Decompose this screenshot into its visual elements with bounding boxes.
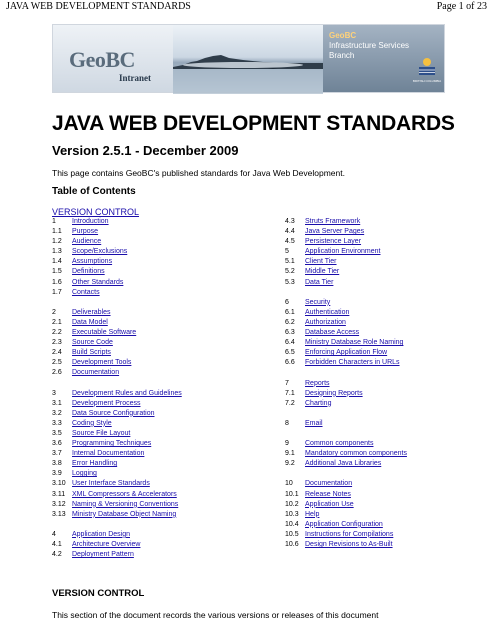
toc-entry-link[interactable]: Designing Reports	[305, 389, 363, 397]
toc-entry-number: 7.1	[285, 389, 295, 397]
toc-entry-link[interactable]: Reports	[305, 379, 330, 387]
toc-entry	[285, 520, 407, 530]
toc-entry-link[interactable]: Documentation	[72, 369, 120, 377]
branch-line1: Infrastructure Services	[329, 41, 410, 50]
toc-entry-number: 4.5	[285, 238, 295, 246]
branch-panel	[323, 25, 444, 92]
toc-entry-link[interactable]: Data Model	[72, 318, 108, 326]
toc-entry-link[interactable]: User Interface Standards	[72, 480, 150, 488]
branch-geo: Geo	[329, 31, 345, 40]
toc-entry-link[interactable]: Instructions for Compilations	[305, 530, 394, 538]
toc-entry-link[interactable]: Introduction	[72, 218, 109, 225]
toc-entry	[52, 500, 182, 510]
toc-entry-link[interactable]: Authentication	[305, 308, 350, 316]
toc-entry-number: 10.1	[285, 490, 299, 498]
toc-spacer	[285, 288, 407, 298]
bc-crest-icon	[412, 55, 442, 85]
toc-entry-link[interactable]: Definitions	[72, 268, 105, 276]
toc-entry-link[interactable]: Deployment Pattern	[72, 551, 134, 559]
toc-entry	[52, 257, 182, 267]
toc-entry-link[interactable]: Persistence Layer	[305, 238, 362, 246]
toc-entry-number: 2.6	[52, 369, 62, 377]
document-title: JAVA WEB DEVELOPMENT STANDARDS	[52, 112, 455, 135]
toc-entry-number: 9.2	[285, 460, 295, 468]
toc-entry-number: 2.2	[52, 329, 62, 337]
toc-entry-link[interactable]: Logging	[72, 470, 97, 478]
toc-entry	[285, 328, 407, 338]
toc-entry-number: 5.2	[285, 268, 295, 276]
toc-entry-link[interactable]: Authorization	[305, 318, 346, 326]
logo-subtitle: Intranet	[119, 73, 151, 83]
toc-entry	[285, 399, 407, 409]
toc-entry-number: 9.1	[285, 450, 295, 458]
toc-entry-link[interactable]: Forbidden Characters in URLs	[305, 359, 400, 367]
toc-entry	[52, 318, 182, 328]
branch-bc: BC	[344, 31, 357, 40]
version-subtitle: Version 2.5.1 - December 2009	[52, 143, 239, 158]
toc-entry-link[interactable]: Documentation	[305, 480, 353, 488]
toc-entry-link[interactable]: Source Code	[72, 339, 113, 347]
toc-entry	[52, 399, 182, 409]
toc-entry-number: 2.4	[52, 349, 62, 357]
toc-entry-number: 3.11	[52, 490, 66, 498]
toc-link-version-control[interactable]: VERSION CONTROL	[52, 207, 140, 217]
province-label: BRITISH COLUMBIA	[412, 79, 442, 83]
toc-entry-number: 6.1	[285, 308, 295, 316]
toc-entry-link[interactable]: Naming & Versioning Conventions	[72, 500, 179, 508]
toc-entry-link[interactable]: Development Process	[72, 399, 141, 407]
toc-spacer	[52, 379, 182, 389]
toc-entry	[52, 267, 182, 277]
toc-entry-link[interactable]: Coding Style	[72, 419, 112, 427]
toc-entry-number: 10.3	[285, 510, 299, 518]
branch-line2: Branch	[329, 51, 355, 60]
toc-entry-number: 3.1	[52, 399, 62, 407]
toc-entry-link[interactable]: Data Tier	[305, 278, 334, 286]
toc-entry-link[interactable]: Application Configuration	[305, 520, 383, 528]
toc-entry-number: 1.7	[52, 288, 62, 296]
toc-entry-link[interactable]: Ministry Database Object Naming	[72, 510, 177, 518]
toc-entry-number: 10.2	[285, 500, 299, 508]
header-banner	[52, 24, 445, 93]
toc-entry	[52, 348, 182, 358]
toc-entry-number: 5.1	[285, 258, 295, 266]
toc-entry	[52, 479, 182, 489]
toc-entry	[285, 247, 407, 257]
toc-entry-number: 3.3	[52, 419, 62, 427]
toc-entry-number: 1.3	[52, 248, 62, 256]
toc-spacer	[52, 298, 182, 308]
toc-entry-link[interactable]: Release Notes	[305, 490, 351, 498]
toc-entry-number: 6.6	[285, 359, 295, 367]
toc-entry	[285, 490, 407, 500]
toc-spacer	[285, 429, 407, 439]
toc-entry-link[interactable]: Java Server Pages	[305, 228, 365, 236]
logo-text: GeoBC	[69, 47, 135, 72]
toc-entry	[52, 439, 182, 449]
toc-entry	[52, 338, 182, 348]
toc-entry-link[interactable]: Additional Java Libraries	[305, 460, 382, 468]
toc-entry	[52, 550, 182, 560]
toc-entry	[285, 237, 407, 247]
toc-entry	[52, 409, 182, 419]
toc-entry-number: 4.3	[285, 218, 295, 225]
toc-entry-number: 9	[285, 440, 289, 448]
toc-entry-number: 7	[285, 379, 289, 387]
toc-entry	[285, 278, 407, 288]
toc-entry-link[interactable]: Security	[305, 298, 331, 306]
toc-entry	[285, 308, 407, 318]
toc-entry	[52, 530, 182, 540]
toc-entry	[52, 429, 182, 439]
toc-entry	[52, 308, 182, 318]
toc-entry-link[interactable]: Assumptions	[72, 258, 113, 266]
toc-entry-link[interactable]: Contacts	[72, 288, 100, 296]
toc-entry-link[interactable]: Email	[305, 419, 323, 427]
toc-right-column	[285, 217, 407, 550]
toc-entry	[52, 449, 182, 459]
toc-entry	[285, 530, 407, 540]
landscape-image-icon	[173, 25, 323, 94]
toc-entry-link[interactable]: Database Access	[305, 329, 360, 337]
toc-entry	[285, 227, 407, 237]
toc-entry-number: 1.4	[52, 258, 62, 266]
toc-entry	[52, 217, 182, 227]
toc-entry-number: 1.6	[52, 278, 62, 286]
toc-entry-link[interactable]: Data Source Configuration	[72, 409, 155, 417]
toc-entry-link[interactable]: Client Tier	[305, 258, 337, 266]
toc-entry	[285, 348, 407, 358]
toc-entry-link[interactable]: Executable Software	[72, 329, 137, 337]
toc-entry-number: 1	[52, 218, 56, 225]
section-heading: VERSION CONTROL	[52, 588, 145, 599]
geobc-logo	[53, 25, 173, 92]
toc-entry-link[interactable]: Mandatory common components	[305, 450, 407, 458]
toc-entry-number: 6.2	[285, 318, 295, 326]
toc-entry-number: 2.1	[52, 318, 62, 326]
toc-entry-number: 10.4	[285, 520, 299, 528]
toc-entry	[52, 459, 182, 469]
toc-entry-link[interactable]: Application Use	[305, 500, 354, 508]
toc-entry-number: 5.3	[285, 278, 295, 286]
toc-entry-link[interactable]: Design Revisions to As-Built	[305, 541, 393, 548]
toc-entry-link[interactable]: Source File Layout	[72, 429, 131, 437]
toc-entry	[52, 247, 182, 257]
toc-entry-link[interactable]: Architecture Overview	[72, 541, 141, 548]
toc-entry	[52, 288, 182, 298]
toc-entry-link[interactable]: Scope/Exclusions	[72, 248, 128, 256]
toc-entry	[285, 338, 407, 348]
toc-entry-link[interactable]: Application Design	[72, 530, 130, 538]
toc-entry	[52, 368, 182, 378]
toc-entry	[52, 469, 182, 479]
toc-spacer	[285, 409, 407, 419]
toc-entry-number: 5	[285, 248, 289, 256]
toc-entry-link[interactable]: Programming Techniques	[72, 440, 152, 448]
toc-entry	[52, 490, 182, 500]
toc-entry-number: 6.4	[285, 339, 295, 347]
toc-entry-number: 10.5	[285, 530, 299, 538]
toc-spacer	[285, 469, 407, 479]
toc-entry-link[interactable]: Error Handling	[72, 460, 118, 468]
toc-entry-number: 1.5	[52, 268, 62, 276]
toc-entry-number: 4.4	[285, 228, 295, 236]
toc-entry-number: 3.6	[52, 440, 62, 448]
toc-entry-link[interactable]: Struts Framework	[305, 218, 361, 225]
toc-entry	[52, 227, 182, 237]
toc-entry	[285, 379, 407, 389]
toc-entry-number: 10	[285, 480, 293, 488]
toc-entry-number: 10.6	[285, 541, 299, 548]
toc-entry-number: 4.2	[52, 551, 62, 559]
toc-entry	[285, 510, 407, 520]
toc-spacer	[52, 520, 182, 530]
toc-entry-link[interactable]: Internal Documentation	[72, 450, 145, 458]
toc-entry-number: 6	[285, 298, 289, 306]
toc-entry-number: 3	[52, 389, 56, 397]
page-number: Page 1 of 23	[436, 1, 487, 12]
toc-entry-number: 1.2	[52, 238, 62, 246]
toc-entry	[52, 358, 182, 368]
toc-entry-link[interactable]: XML Compressors & Accelerators	[72, 490, 177, 498]
running-head-title: JAVA WEB DEVELOPMENT STANDARDS	[6, 1, 191, 12]
toc-entry-link[interactable]: Help	[305, 510, 320, 518]
toc-entry	[52, 510, 182, 520]
toc-entry	[285, 389, 407, 399]
toc-entry	[52, 237, 182, 247]
toc-entry-link[interactable]: Other Standards	[72, 278, 124, 286]
toc-entry	[285, 298, 407, 308]
toc-entry-number: 3.2	[52, 409, 62, 417]
section-text: This section of the document records the various versions or releases of this document	[52, 610, 379, 620]
toc-entry-link[interactable]: Deliverables	[72, 308, 111, 316]
toc-entry-link[interactable]: Enforcing Application Flow	[305, 349, 388, 357]
toc-entry-number: 3.7	[52, 450, 62, 458]
toc-entry-number: 7.2	[285, 399, 295, 407]
toc-entry-link[interactable]: Development Rules and Guidelines	[72, 389, 182, 397]
toc-entry	[285, 318, 407, 328]
toc-entry-link[interactable]: Charting	[305, 399, 332, 407]
toc-entry-number: 6.3	[285, 329, 295, 337]
toc-entry	[52, 389, 182, 399]
toc-left-column	[52, 217, 182, 560]
toc-entry	[285, 217, 407, 227]
toc-entry-number: 4.1	[52, 541, 62, 548]
running-head	[0, 0, 495, 14]
branch-name	[329, 31, 409, 61]
toc-entry-link[interactable]: Audience	[72, 238, 102, 246]
toc-entry	[285, 257, 407, 267]
toc-entry-number: 2	[52, 308, 56, 316]
toc-entry-link[interactable]: Purpose	[72, 228, 99, 236]
landscape-photo	[173, 25, 323, 92]
toc-entry-link[interactable]: Application Environment	[305, 248, 381, 256]
toc-entry	[285, 439, 407, 449]
toc-entry-number: 3.13	[52, 510, 66, 518]
toc-entry	[285, 267, 407, 277]
toc-entry	[285, 540, 407, 550]
toc-entry-number: 3.8	[52, 460, 62, 468]
toc-spacer	[285, 368, 407, 378]
toc-entry-number: 8	[285, 419, 289, 427]
toc-entry-link[interactable]: Common components	[305, 440, 374, 448]
toc-entry	[285, 358, 407, 368]
toc-entry	[52, 419, 182, 429]
toc-entry	[285, 449, 407, 459]
toc-entry	[52, 278, 182, 288]
intro-text: This page contains GeoBC's published standards for Java Web Development.	[52, 168, 345, 178]
toc-entry-number: 3.12	[52, 500, 66, 508]
toc-entry-number: 3.5	[52, 429, 62, 437]
toc-entry	[285, 500, 407, 510]
toc-entry-link[interactable]: Ministry Database Role Naming	[305, 339, 404, 347]
toc-entry	[285, 419, 407, 429]
toc-entry-link[interactable]: Middle Tier	[305, 268, 340, 276]
toc-heading: Table of Contents	[52, 186, 136, 197]
toc-entry-number: 2.3	[52, 339, 62, 347]
toc-entry-number: 1.1	[52, 228, 62, 236]
toc-entry	[285, 459, 407, 469]
toc-entry-number: 6.5	[285, 349, 295, 357]
toc-entry	[52, 540, 182, 550]
toc-entry-number: 4	[52, 530, 56, 538]
toc-entry-number: 2.5	[52, 359, 62, 367]
toc-entry	[52, 328, 182, 338]
toc-entry-link[interactable]: Build Scripts	[72, 349, 111, 357]
toc-entry	[285, 479, 407, 489]
toc-entry-number: 3.9	[52, 470, 62, 478]
toc-entry-link[interactable]: Development Tools	[72, 359, 132, 367]
toc-entry-number: 3.10	[52, 480, 66, 488]
